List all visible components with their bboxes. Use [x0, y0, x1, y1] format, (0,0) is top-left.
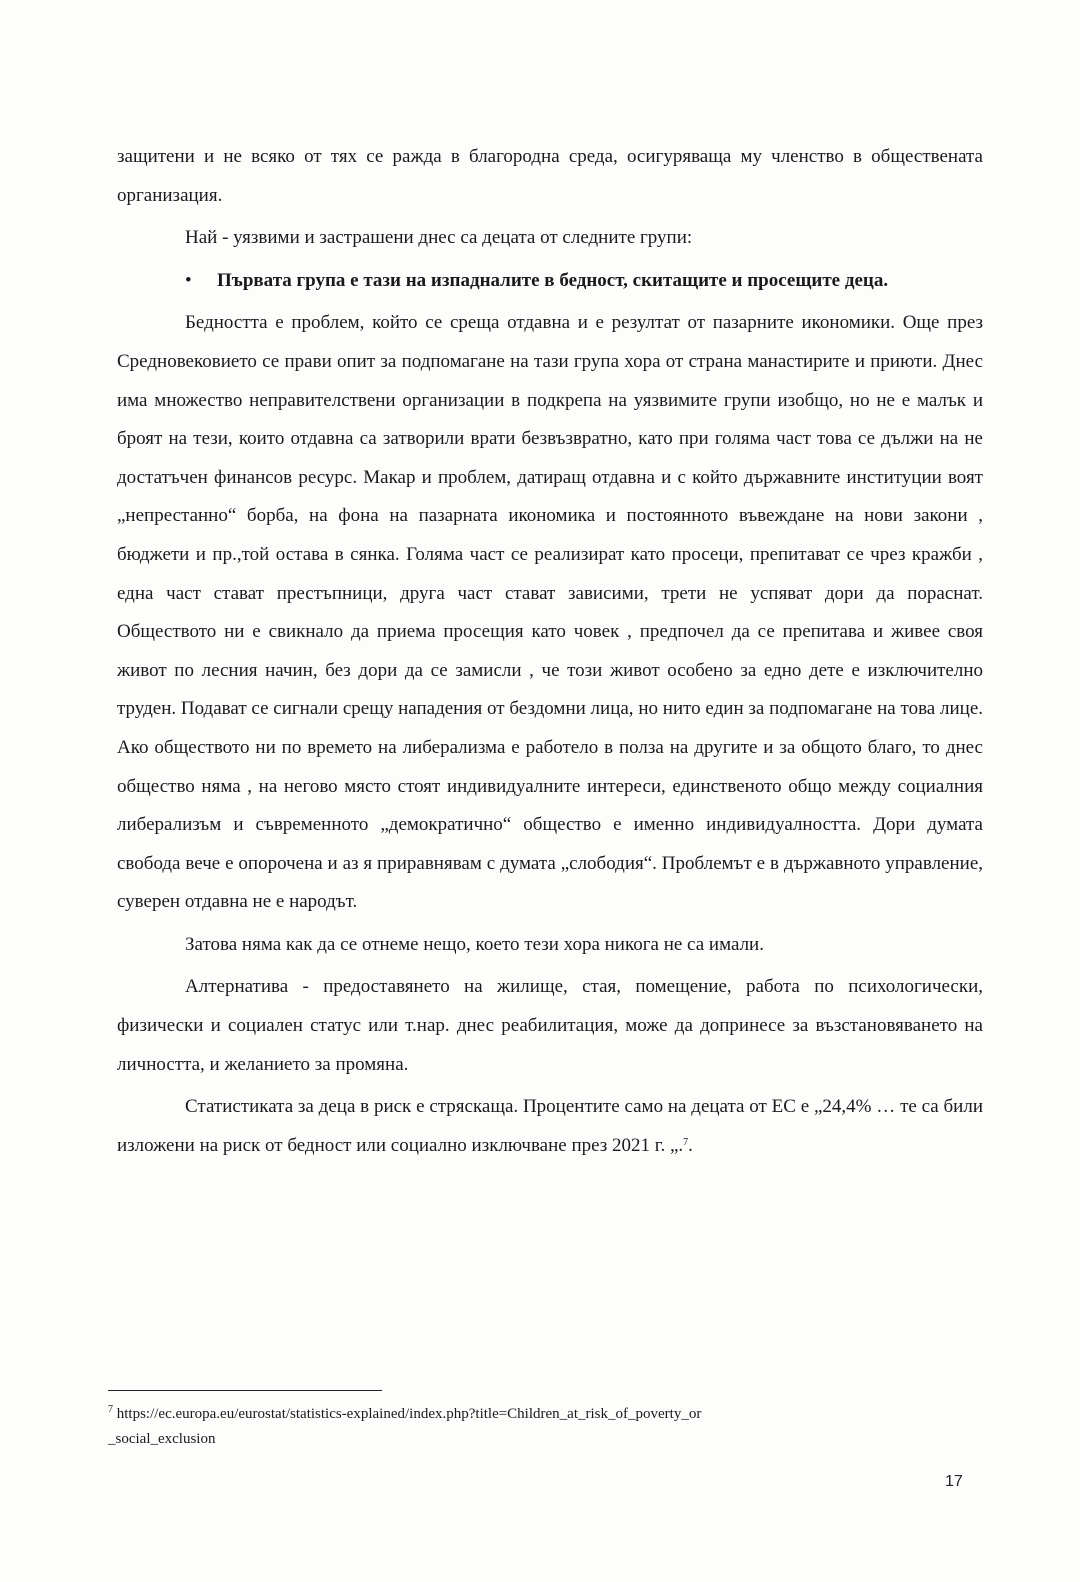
paragraph-cannot-take-away: Затова няма как да се отнеме нещо, което тези хора никога не са имали. — [185, 933, 764, 955]
footnote-link[interactable]: https://ec.europa.eu/eurostat/statistics-explained/index.php?title=Children_at_risk_of_poverty_or_social_exclusion — [108, 1406, 702, 1447]
paragraph-poverty: Бедността е проблем, който се среща отдавна и е резултат от пазарните икономики. Още през Средновековието се прави опит за подпомагане на тази група хора от страна манастирите и приюти. Днес има множество неправителствени организации в подкрепа на уязвимите групи изобщо, но не е малък и броят на тези, които отдавна са затворили врати безвъзвратно, като при голяма част това се дължи на не достатъчен финансов ресурс. Макар и проблем, датиращ отдавна и с който държавните институции воят „непрестанно“ борба, на фона на пазарната икономика и постоянното въвеждане на нови закони , бюджети и пр.,той остава в сянка. Голяма част се реализират като просеци, препитават се чрез кражби , една част стават престъпници, друга част стават зависими, трети не успяват дори да пораснат. Обществото ни е свикнало да приема просещия като човек , предпочел да се препитава и живее своя живот по лесния начин, без дори да се замисли , че този живот особено за едно дете е изключително труден. Подават се сигнали срещу нападения от бездомни лица, но нито един за подпомагане на това лице. Ако обществото ни по времето на либерализма е работело в полза на другите и за общото благо, то днес общество няма , на негово място стоят индивидуалните интереси, единственото общо между социалния либерализъм и съвременното „демократично“ общество е именно индивидуалността. Дори думата свобода вече е опорочена и аз я приравнявам с думата „слободия“. Проблемът е в държавното управление, суверен отдавна не е народът. — [117, 312, 983, 913]
bullet-item-first-group — [117, 262, 983, 301]
body-text — [117, 138, 983, 1165]
bullet-icon: • — [185, 269, 192, 291]
paragraph-continuation: защитени и не всяко от тях се ражда в благородна среда, осигуряваща му членство в обществената организация. — [117, 146, 983, 206]
paragraph-statistics: Статистиката за деца в риск е стряскаща. Процентите само на децата от ЕС е „24,4% … те са били изложени на риск от бедност или социално изключване през 2021 г. „.$^7$. — [117, 1096, 983, 1156]
statistics-text: Статистиката за деца в риск е стряскаща. Процентите само на децата от ЕС е „24,4% … те са били изложени на риск от бедност или социално изключване през 2021 г. „. — [117, 1096, 983, 1156]
bullet-item-text: Първата група е тази на изпадналите в бедност, скитащите и просещите деца. — [217, 269, 889, 291]
footnote — [108, 1402, 708, 1452]
page-number: 17 — [945, 1473, 963, 1490]
paragraph-intro-groups: Най - уязвими и застрашени днес са децата от следните групи: — [185, 227, 693, 249]
footnote-reference: 7 — [683, 1136, 689, 1148]
footnote-number: 7 — [108, 1404, 113, 1415]
footnote-separator — [108, 1390, 382, 1391]
paragraph-alternative: Алтернатива - предоставянето на жилище, стая, помещение, работа по психологически, физически и социален статус или т.нар. днес реабилитация, може да допринесе за възстановяването на личността, и желанието за промяна. — [117, 976, 983, 1075]
